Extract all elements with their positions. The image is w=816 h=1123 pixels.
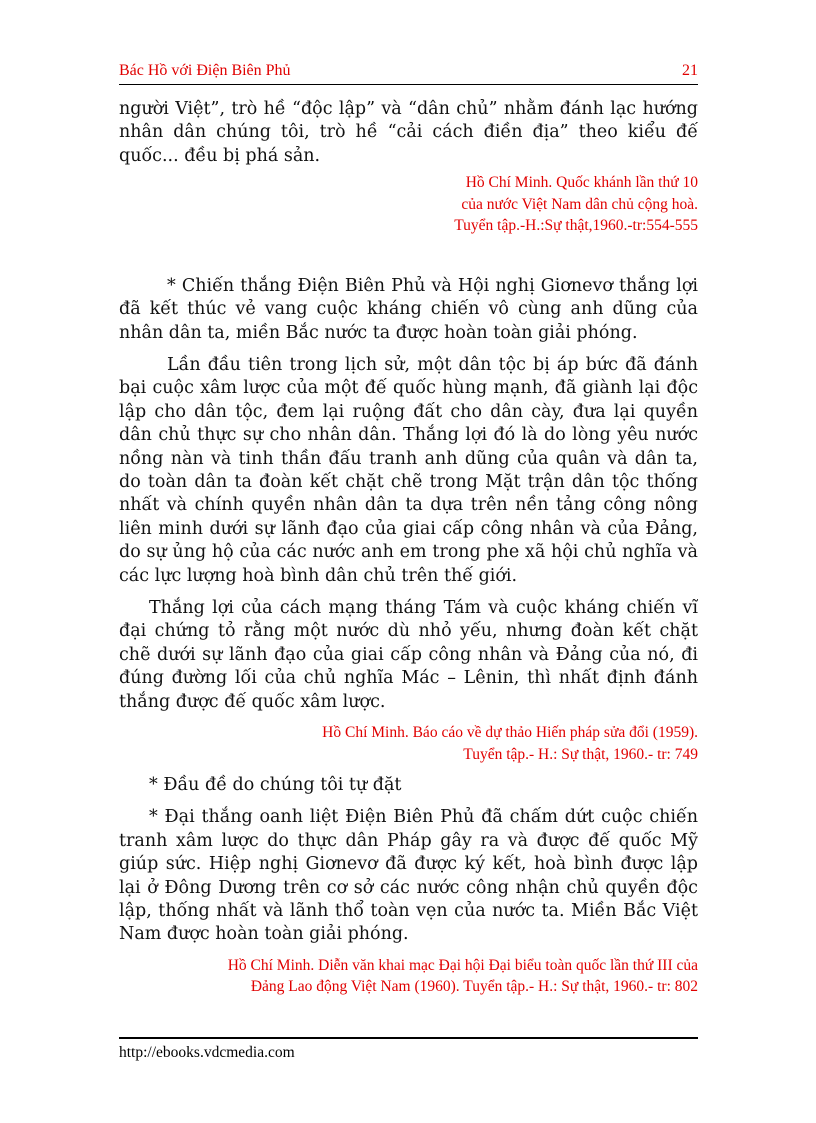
book-title: Bác Hồ với Điện Biên Phủ (119, 62, 291, 79)
footnote-dau-de: * Đầu đề do chúng tôi tự đặt (149, 775, 402, 796)
page-body (119, 98, 698, 998)
citation-hien-phap (119, 722, 698, 765)
footer-divider (119, 1037, 698, 1039)
citation-line: Hồ Chí Minh. Diễn văn khai mạc Đại hội Đại biểu toàn quốc lần thứ III của (227, 956, 698, 974)
paragraph-dai-thang: * Đại thắng oanh liệt Điện Biên Phủ đã chấm dứt cuộc chiến tranh xâm lược do thực dân Pháp gây ra và được đế quốc Mỹ giúp sức. Hiệp nghị Giơnevơ đã được ký kết, hoà bình được lập lại ở Đông Dương trên cơ sở các nước công nhận chủ quyền độc lập, thống nhất và lãnh thổ toàn vẹn của nước ta. Miền Bắc Việt Nam được hoàn toàn giải phóng. (119, 807, 698, 945)
citation-line: Đảng Lao động Việt Nam (1960). Tuyển tập.- H.: Sự thật, 1960.- tr: 802 (250, 978, 698, 996)
citation-line: Hồ Chí Minh. Quốc khánh lần thứ 10 (465, 174, 698, 192)
paragraph-thang-loi: Thắng lợi của cách mạng tháng Tám và cuộc kháng chiến vĩ đại chứng tỏ rằng một nước dù nhỏ yếu, nhưng đoàn kết chặt chẽ dưới sự lãnh đạo của giai cấp công nhân và Đảng của nó, đi đúng đường lối của chủ nghĩa Mác – Lênin, thì nhất định đánh thắng được đế quốc xâm lược. (119, 598, 698, 712)
citation-quoc-khanh (119, 172, 698, 237)
citation-dai-hoi (119, 955, 698, 998)
citation-line: Tuyển tập.-H.:Sự thật,1960.-tr:554-555 (454, 217, 698, 235)
page-number: 21 (682, 62, 698, 79)
paragraph-chien-thang: * Chiến thắng Điện Biên Phủ và Hội nghị Giơnevơ thắng lợi đã kết thúc vẻ vang cuộc kháng chiến vô cùng anh dũng của nhân dân ta, miền Bắc nước ta được hoàn toàn giải phóng. (119, 275, 698, 343)
footer-link[interactable]: http://ebooks.vdcmedia.com (119, 1044, 295, 1061)
page-header (119, 62, 698, 85)
paragraph-lan-dau-tien: Lần đầu tiên trong lịch sử, một dân tộc bị áp bức đã đánh bại cuộc xâm lược của một đế quốc hùng mạnh, đã giành lại độc lập cho dân tộc, đem lại ruộng đất cho dân cày, đưa lại quyền dân chủ thực sự cho nhân dân. Thắng lợi đó là do lòng yêu nước nồng nàn và tinh thần đấu tranh anh dũng của quân và dân ta, do toàn dân ta đoàn kết chặt chẽ trong Mặt trận dân tộc thống nhất và chính quyền nhân dân ta dựa trên nền tảng công nông liên minh dưới sự lãnh đạo của giai cấp công nhân và của Đảng, do sự ủng hộ của các nước anh em trong phe xã hội chủ nghĩa và các lực lượng hoà bình dân chủ trên thế giới. (119, 354, 698, 586)
citation-line: Hồ Chí Minh. Báo cáo về dự thảo Hiến pháp sửa đổi (1959). (322, 724, 698, 742)
paragraph-continuation: người Việt”, trò hề “độc lập” và “dân chủ” nhằm đánh lạc hướng nhân dân chúng tôi, trò hề “cải cách điền địa” theo kiểu đế quốc... đều bị phá sản. (119, 99, 698, 166)
citation-line: của nước Việt Nam dân chủ cộng hoà. (461, 195, 698, 213)
citation-line: Tuyển tập.- H.: Sự thật, 1960.- tr: 749 (463, 745, 698, 763)
